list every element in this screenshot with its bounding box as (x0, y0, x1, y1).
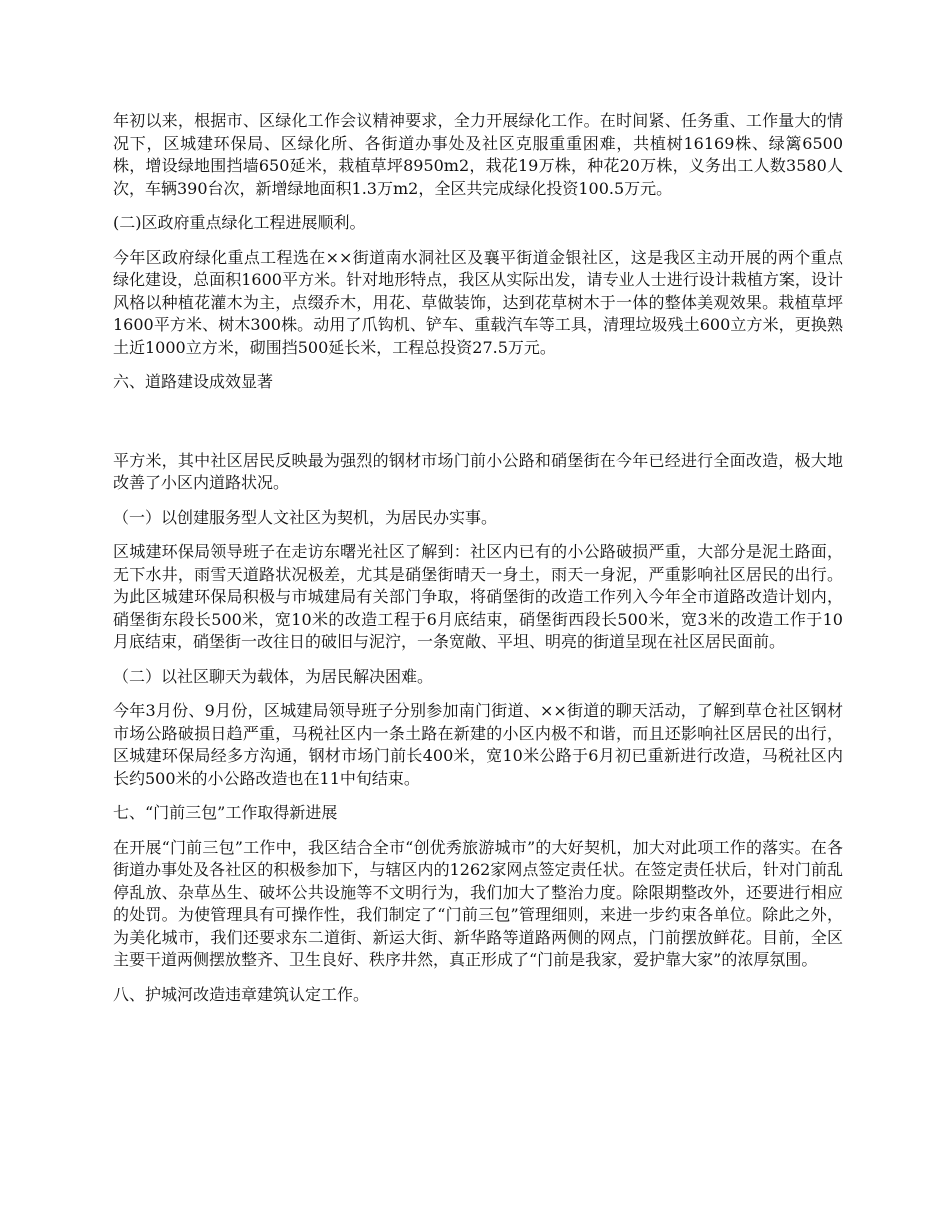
paragraph-greening-summary: 年初以来，根据市、区绿化工作会议精神要求，全力开展绿化工作。在时间紧、任务重、工作量大的情况下，区城建环保局、区绿化所、各街道办事处及社区克服重重困难，共植树16169株、绿篱6500株，增设绿地围挡墙650延米，栽植草坪8950m2，栽花19万株，种花20万株，义务出工人数3580人次，车辆390台次，新增绿地面积1.3万m2，全区共完成绿化投资100.5万元。 (113, 111, 843, 198)
paragraph-key-greening-details: 今年区政府绿化重点工程选在××街道南水洞社区及襄平街道金银社区，这是我区主动开展的两个重点绿化建设，总面积1600平方米。针对地形特点，我区从实际出发，请专业人士进行设计栽植方案，设计风格以种植花灌木为主，点缀乔木，用花、草做装饰，达到花草树木于一体的整体美观效果。栽植草坪1600平方米、树木300株。动用了爪钩机、铲车、重载汽车等工具，清理垃圾残土600立方米，更换熟土近1000立方米，砌围挡500延长米，工程总投资27.5万元。 (113, 247, 843, 357)
heading-three-guarantees: 七、“门前三包”工作取得新进展 (113, 803, 338, 822)
heading-service-community: （一）以创建服务型人文社区为契机，为居民办实事。 (113, 507, 498, 527)
heading-community-chat: （二）以社区聊天为载体，为居民解决困难。 (113, 666, 434, 686)
heading-moat-renovation: 八、护城河改造违章建筑认定工作。 (113, 984, 370, 1004)
paragraph-xiaobao-street: 区城建环保局领导班子在走访东曙光社区了解到：社区内已有的小公路破损严重，大部分是泥土路面，无下水井，雨雪天道路状况极差，尤其是硝堡街晴天一身土，雨天一身泥，严重影响社区居民的出行。为此区城建环保局积极与市城建局有关部门争取，将硝堡街的改造工作列入今年全市道路改造计划内，硝堡街东段长500米，宽10米的改造工程于6月底结束，硝堡街西段长500米，宽3米的改造工作于10月底结束，硝堡街一改往日的破旧与泥泞，一条宽敞、平坦、明亮的街道呈现在社区居民面前。 (113, 542, 843, 651)
paragraph-chat-activities: 今年3月份、9月份，区城建局领导班子分别参加南门街道、××街道的聊天活动，了解到草仓社区钢材市场公路破损日趋严重，马税社区内一条土路在新建的小区内极不和谐，而且还影响社区居民的出行，区城建环保局经多方沟通，钢材市场门前长400米，宽10米公路于6月初已重新进行改造，马税社区内长约500米的小公路改造也在11中旬结束。 (113, 701, 843, 788)
heading-key-greening-project: (二)区政府重点绿化工程进展顺利。 (113, 213, 366, 232)
document-page (113, 110, 843, 1018)
paragraph-road-overview: 平方米，其中社区居民反映最为强烈的钢材市场门前小公路和硝堡街在今年已经进行全面改造，极大地改善了小区内道路状况。 (113, 450, 843, 492)
heading-road-construction: 六、道路建设成效显著 (113, 372, 274, 391)
paragraph-three-guarantees: 在开展“门前三包”工作中，我区结合全市“创优秀旅游城市”的大好契机，加大对此项工作的落实。在各街道办事处及各社区的积极参加下，与辖区内的1262家网点签定责任状。在签定责任状后，针对门前乱停乱放、杂草丛生、破坏公共设施等不文明行为，我们加大了整治力度。除限期整改外，还要进行相应的处罚。为使管理具有可操作性，我们制定了“门前三包”管理细则，来进一步约束各单位。除此之外，为美化城市，我们还要求东二道街、新运大街、新华路等道路两侧的网点，门前摆放鲜花。目前，全区主要干道两侧摆放整齐、卫生良好、秩序井然，真正形成了“门前是我家，爱护靠大家”的浓厚氛围。 (113, 837, 843, 969)
blank-gap (113, 406, 843, 450)
